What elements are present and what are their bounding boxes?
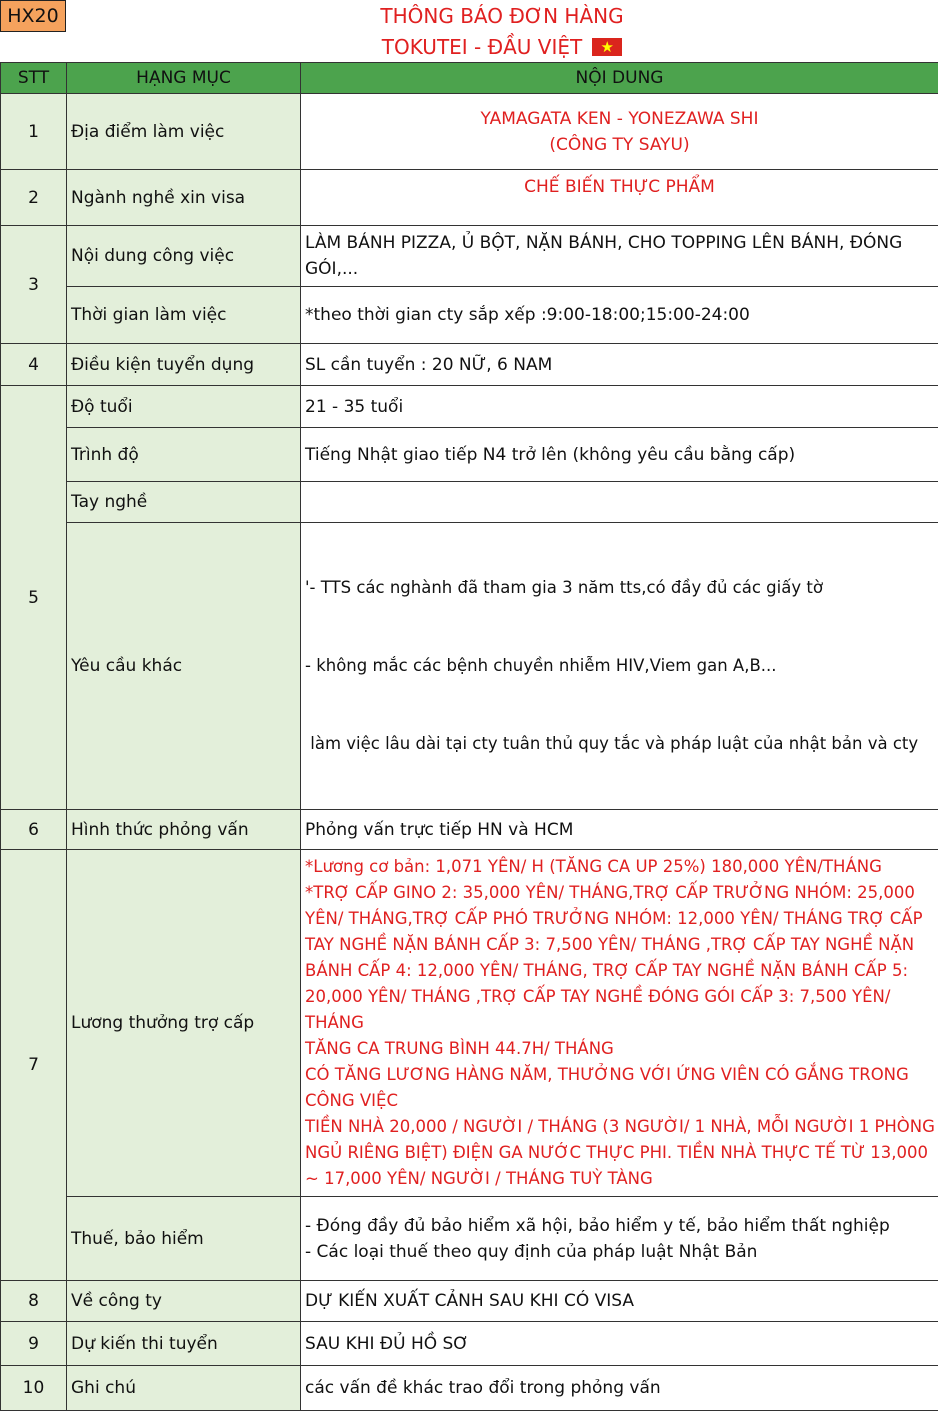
row-category: Dự kiến thi tuyển [67,1322,301,1366]
row-number: 9 [1,1322,67,1366]
table-row [1,1197,938,1281]
row-value: Phỏng vấn trực tiếp HN và HCM [301,810,938,850]
value-line: *Lương cơ bản: 1,071 YÊN/ H (TĂNG CA UP 25%) 180,000 YÊN/THÁNG [305,854,936,880]
header-row [1,63,938,94]
value-line: - không mắc các bệnh chuyền nhiễm HIV,Viem gan A,B... [305,653,934,679]
row-value: 21 - 35 tuổi [301,386,938,428]
table-row [1,850,938,1197]
value-line: CÓ TĂNG LƯƠNG HÀNG NĂM, THƯỞNG VỚI ỨNG VIÊN CÓ GẮNG TRONG CÔNG VIỆC [305,1062,936,1114]
table-row [1,1366,938,1411]
vietnam-flag-icon [592,38,622,56]
row-number: 8 [1,1281,67,1322]
order-code-badge: HX20 [0,0,66,32]
row-category: Hình thức phỏng vấn [67,810,301,850]
subtitle-text: TOKUTEI - ĐẦU VIỆT [382,35,582,59]
row-value [301,523,938,810]
table-row [1,344,938,386]
row-value [301,850,938,1197]
value-line: - Các loại thuế theo quy định của pháp luật Nhật Bản [305,1239,934,1265]
value-line: (CÔNG TY SAYU) [305,132,934,158]
row-number: 6 [1,810,67,850]
table-row [1,810,938,850]
row-number: 1 [1,94,67,170]
row-category: Về công ty [67,1281,301,1322]
table-row [1,386,938,428]
value-line: - Đóng đầy đủ bảo hiểm xã hội, bảo hiểm y tế, bảo hiểm thất nghiệp [305,1213,934,1239]
table-row [1,523,938,810]
row-category: Thời gian làm việc [67,287,301,344]
table-row [1,482,938,523]
row-number: 5 [1,386,67,810]
table-row [1,170,938,226]
row-category: Nội dung công việc [67,226,301,287]
table-row [1,94,938,170]
flag-star: ★ [592,38,622,56]
row-number: 3 [1,226,67,344]
row-category: Trình độ [67,428,301,482]
row-value: DỰ KIẾN XUẤT CẢNH SAU KHI CÓ VISA [301,1281,938,1322]
row-category: Tay nghề [67,482,301,523]
table-row [1,428,938,482]
table-row [1,1281,938,1322]
table-row [1,1322,938,1366]
row-value: SL cần tuyển : 20 NỮ, 6 NAM [301,344,938,386]
col-content: NỘI DUNG [301,63,938,94]
row-value: Tiếng Nhật giao tiếp N4 trở lên (không yêu cầu bằng cấp) [301,428,938,482]
row-value: LÀM BÁNH PIZZA, Ủ BỘT, NẶN BÁNH, CHO TOPPING LÊN BÁNH, ĐÓNG GÓI,... [301,226,938,287]
order-table [0,62,938,1411]
table-row [1,226,938,287]
value-line: '- TTS các nghành đã tham gia 3 năm tts,có đầy đủ các giấy tờ [305,575,934,601]
value-line: TIỀN NHÀ 20,000 / NGƯỜI / THÁNG (3 NGƯỜI/ 1 NHÀ, MỖI NGƯỜI 1 PHÒNG NGỦ RIÊNG BIỆT) ĐIỆN GA NƯỚC THỰC PHI. TIỀN NHÀ THỰC TẾ TỪ 13,000 ~ 17,000 YÊN/ NGƯỜI / THÁNG TUỲ TÀNG [305,1114,936,1192]
row-value [301,94,938,170]
row-number: 7 [1,850,67,1281]
row-value: các vấn đề khác trao đổi trong phỏng vấn [301,1366,938,1411]
row-value: *theo thời gian cty sắp xếp :9:00-18:00;15:00-24:00 [301,287,938,344]
row-value [301,482,938,523]
row-category: Thuế, bảo hiểm [67,1197,301,1281]
page-subtitle [66,32,938,62]
row-category: Độ tuổi [67,386,301,428]
table-row [1,287,938,344]
row-category: Ngành nghề xin visa [67,170,301,226]
row-category: Yêu cầu khác [67,523,301,810]
row-category: Lương thưởng trợ cấp [67,850,301,1197]
value-line: YAMAGATA KEN - YONEZAWA SHI [305,106,934,132]
row-value: SAU KHI ĐỦ HỒ SƠ [301,1322,938,1366]
row-number: 2 [1,170,67,226]
col-category: HẠNG MỤC [67,63,301,94]
col-stt: STT [1,63,67,94]
row-value [301,1197,938,1281]
row-category: Điều kiện tuyển dụng [67,344,301,386]
row-number: 10 [1,1366,67,1411]
value-line: làm việc lâu dài tại cty tuân thủ quy tắc và pháp luật của nhật bản và cty [305,731,934,757]
value-line: TĂNG CA TRUNG BÌNH 44.7H/ THÁNG [305,1036,936,1062]
row-category: Địa điểm làm việc [67,94,301,170]
row-number: 4 [1,344,67,386]
row-value: CHẾ BIẾN THỰC PHẨM [301,170,938,226]
page-title: THÔNG BÁO ĐƠN HÀNG [66,0,938,32]
row-category: Ghi chú [67,1366,301,1411]
value-line: *TRỢ CẤP GINO 2: 35,000 YÊN/ THÁNG,TRỢ CẤP TRƯỞNG NHÓM: 25,000 YÊN/ THÁNG,TRỢ CẤP PHÓ TRƯỞNG NHÓM: 12,000 YÊN/ THÁNG TRỢ CẤP TAY NGHỀ NẶN BÁNH CẤP 3: 7,500 YÊN/ THÁNG ,TRỢ CẤP TAY NGHỀ NẶN BÁNH CẤP 4: 12,000 YÊN/ THÁNG, TRỢ CẤP TAY NGHỀ NẶN BÁNH CẤP 5: 20,000 YÊN/ THÁNG ,TRỢ CẤP TAY NGHỀ ĐÓNG GÓI CẤP 3: 7,500 YÊN/ THÁNG [305,880,936,1036]
